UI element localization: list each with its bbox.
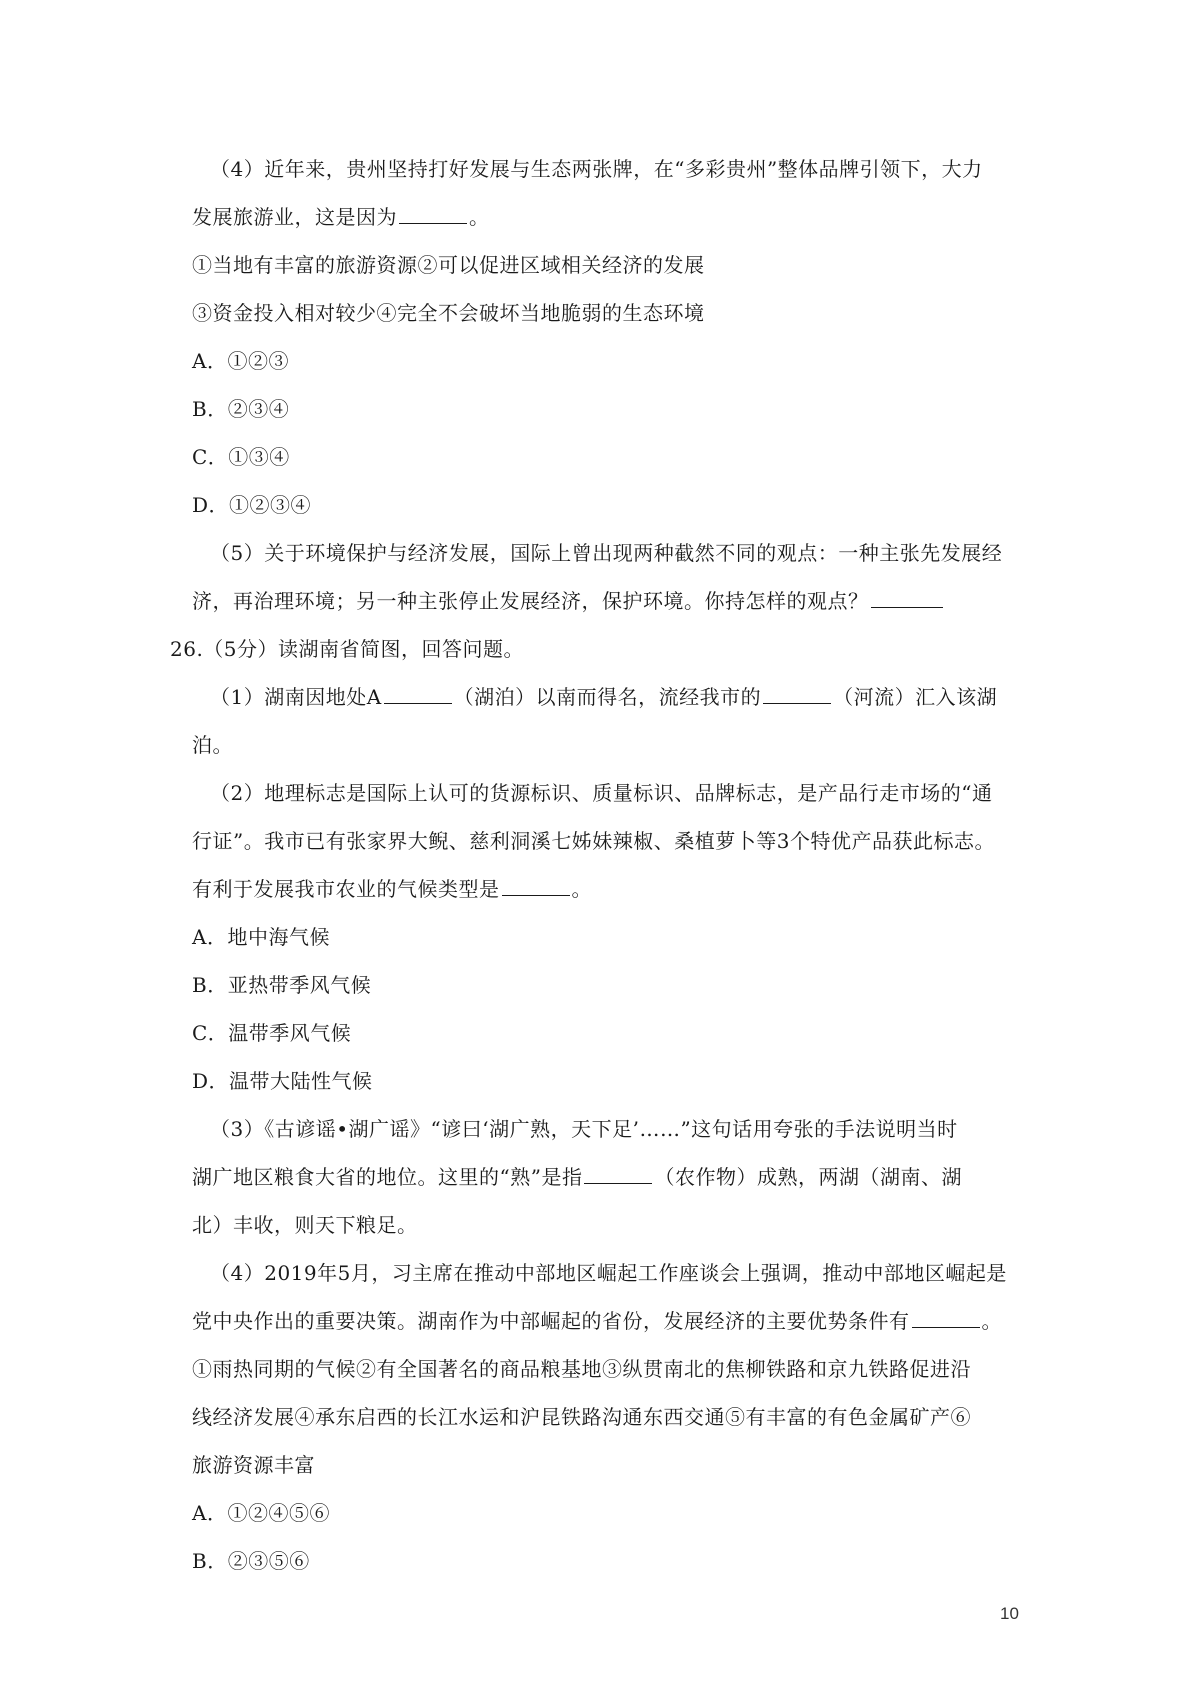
q26-4-text: 党中央作出的重要决策。湖南作为中部崛起的省份，发展经济的主要优势条件有 — [192, 1309, 910, 1333]
q5-stem-line1: （5）关于环境保护与经济发展，国际上曾出现两种截然不同的观点：一种主张先发展经 — [210, 541, 1003, 565]
q4-option-a[interactable]: A．①②③ — [192, 349, 289, 373]
q26-2-option-d[interactable]: D．温带大陆性气候 — [192, 1069, 373, 1093]
q4-stem-line2 — [192, 203, 490, 231]
page-number: 10 — [1000, 1604, 1019, 1623]
answer-blank[interactable] — [502, 877, 570, 896]
q26-2-option-c[interactable]: C．温带季风气候 — [192, 1021, 352, 1045]
q26-3-text-a: 湖广地区粮食大省的地位。这里的“熟”是指 — [192, 1165, 583, 1189]
answer-blank[interactable] — [399, 205, 467, 224]
q26-2-line3 — [192, 875, 592, 903]
q26-4-option-b[interactable]: B．②③⑤⑥ — [192, 1549, 310, 1573]
q26-1-line1 — [210, 683, 997, 711]
answer-blank[interactable] — [912, 1309, 980, 1328]
q5-stem-text: 济，再治理环境；另一种主张停止发展经济，保护环境。你持怎样的观点？ — [192, 589, 869, 613]
q4-statement-line1: ①当地有丰富的旅游资源②可以促进区域相关经济的发展 — [192, 253, 705, 277]
q4-stem-text: 发展旅游业，这是因为 — [192, 205, 397, 229]
q4-stem-line1: （4）近年来，贵州坚持打好发展与生态两张牌，在“多彩贵州”整体品牌引领下，大力 — [210, 157, 983, 181]
q4-option-c[interactable]: C．①③④ — [192, 445, 290, 469]
q4-statement-line2: ③资金投入相对较少④完全不会破坏当地脆弱的生态环境 — [192, 301, 705, 325]
q26-1-text-b: （湖泊）以南而得名，流经我市的 — [453, 685, 762, 709]
answer-blank-river[interactable] — [763, 685, 831, 704]
q26-2-end: 。 — [571, 877, 592, 901]
q26-1-text-a: （1）湖南因地处A — [210, 685, 382, 709]
answer-blank-crop[interactable] — [584, 1165, 652, 1184]
q26-4-statements-line1: ①雨热同期的气候②有全国著名的商品粮基地③纵贯南北的焦柳铁路和京九铁路促进沿 — [192, 1357, 971, 1381]
answer-blank-lake[interactable] — [384, 685, 452, 704]
q26-2-line1: （2）地理标志是国际上认可的货源标识、质量标识、品牌标志，是产品行走市场的“通 — [210, 781, 993, 805]
q26-2-option-b[interactable]: B．亚热带季风气候 — [192, 973, 372, 997]
answer-blank[interactable] — [871, 589, 943, 608]
q26-4-statements-line3: 旅游资源丰富 — [192, 1453, 315, 1477]
q26-3-line1: （3）《古谚谣•湖广谣》“谚曰‘湖广熟，天下足’……”这句话用夸张的手法说明当时 — [210, 1117, 958, 1141]
q26-3-text-b: （农作物）成熟，两湖（湖南、湖 — [654, 1165, 962, 1189]
q26-2-text: 有利于发展我市农业的气候类型是 — [192, 877, 500, 901]
q4-option-b[interactable]: B．②③④ — [192, 397, 290, 421]
q26-2-line2: 行证”。我市已有张家界大鲵、慈利洞溪七姊妹辣椒、桑植萝卜等3个特优产品获此标志。 — [192, 829, 995, 853]
q5-stem-line2 — [192, 587, 945, 615]
q26-4-line1: （4）2019年5月，习主席在推动中部地区崛起工作座谈会上强调，推动中部地区崛起是 — [210, 1261, 1007, 1285]
q26-4-line2 — [192, 1307, 1002, 1335]
q4-stem-end: 。 — [469, 205, 490, 229]
q26-1-line2: 泊。 — [192, 733, 233, 757]
q26-3-line2 — [192, 1163, 962, 1191]
q26-4-end: 。 — [981, 1309, 1002, 1333]
q26-4-statements-line2: 线经济发展④承东启西的长江水运和沪昆铁路沟通东西交通⑤有丰富的有色金属矿产⑥ — [192, 1405, 971, 1429]
q4-option-d[interactable]: D．①②③④ — [192, 493, 312, 517]
q26-2-option-a[interactable]: A．地中海气候 — [192, 925, 330, 949]
q26-3-line3: 北）丰收，则天下粮足。 — [192, 1213, 418, 1237]
question-26-title: 26.（5分）读湖南省简图，回答问题。 — [170, 637, 525, 661]
q26-4-option-a[interactable]: A．①②④⑤⑥ — [192, 1501, 330, 1525]
q26-1-text-c: （河流）汇入该湖 — [833, 685, 998, 709]
